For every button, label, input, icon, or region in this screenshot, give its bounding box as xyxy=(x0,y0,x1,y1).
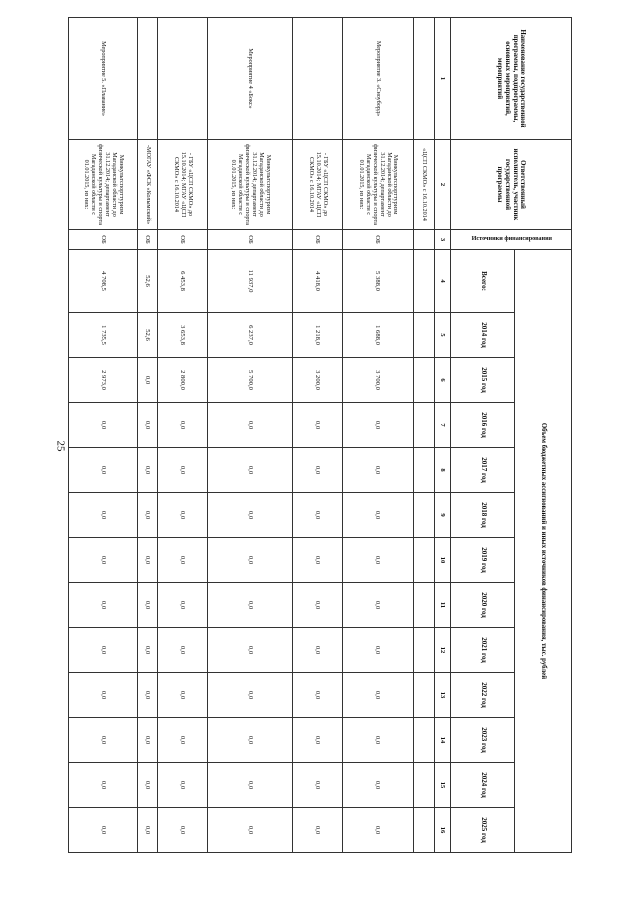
column-number: 13 xyxy=(435,673,451,718)
row-year-value-cell: 0,0 xyxy=(158,403,208,448)
row-year-value-cell xyxy=(413,628,434,673)
page-number-text: 25 xyxy=(54,440,66,452)
source-column-header-text: Источники финансирования xyxy=(472,235,553,243)
source-column-header xyxy=(451,230,572,250)
row-year-value-cell: 2 800,0 xyxy=(158,358,208,403)
row-year-value-cell: 0,0 xyxy=(292,448,342,493)
row-year-value-cell: 0,0 xyxy=(342,673,413,718)
row-year-value-cell: 0,0 xyxy=(69,538,138,583)
table-row xyxy=(413,18,434,853)
row-name-cell xyxy=(158,18,208,140)
row-year-value-cell: 0,0 xyxy=(292,763,342,808)
row-executor-cell: Минкультспорттуризм Магаданской области до 31.12.2014; департамент физической культуры и спорта Магаданской области с 01.01.2015, из них: xyxy=(69,140,138,230)
row-source-cell: ОБ xyxy=(137,230,157,250)
row-year-value-cell: 1 688,0 xyxy=(342,313,413,358)
row-year-value-cell: 0,0 xyxy=(342,718,413,763)
row-year-value-cell: 0,0 xyxy=(69,718,138,763)
row-year-value-cell: 0,0 xyxy=(342,493,413,538)
row-year-value-cell: 0,0 xyxy=(208,673,293,718)
row-year-value-cell: 0,0 xyxy=(158,718,208,763)
column-number: 14 xyxy=(435,718,451,763)
column-number: 16 xyxy=(435,808,451,853)
row-year-value-cell xyxy=(413,718,434,763)
year-header: 2022 год xyxy=(451,673,515,718)
row-name-cell xyxy=(292,18,342,140)
row-year-value-cell: 0,0 xyxy=(208,718,293,763)
page-number xyxy=(50,436,70,456)
year-header: 2014 год xyxy=(451,313,515,358)
column-number: 3 xyxy=(435,230,451,250)
row-year-value-cell: 0,0 xyxy=(208,493,293,538)
row-name-cell xyxy=(137,18,157,140)
row-year-value-cell: 0,0 xyxy=(342,808,413,853)
row-name-cell: Мероприятие 3. «Сноуборд» xyxy=(342,18,413,140)
funding-title: Объем бюджетных ассигнований и иных источников финансирования, тыс. рублей xyxy=(515,250,572,853)
row-total-cell: 52,6 xyxy=(137,250,157,313)
row-year-value-cell: 0,0 xyxy=(69,628,138,673)
row-source-cell: ОБ xyxy=(342,230,413,250)
row-year-value-cell xyxy=(413,583,434,628)
row-year-value-cell xyxy=(413,808,434,853)
row-executor-cell: «ЦСП СКМО» с 16.10.2014 xyxy=(413,140,434,230)
row-year-value-cell: 0,0 xyxy=(342,448,413,493)
row-year-value-cell: 52,6 xyxy=(137,313,157,358)
header-row-top xyxy=(515,18,572,853)
row-year-value-cell: 0,0 xyxy=(69,808,138,853)
row-year-value-cell: 0,0 xyxy=(292,403,342,448)
row-year-value-cell: 5 700,0 xyxy=(208,358,293,403)
row-year-value-cell: 3 653,8 xyxy=(158,313,208,358)
row-year-value-cell: 0,0 xyxy=(158,763,208,808)
column-number: 1 xyxy=(435,18,451,140)
column-number: 11 xyxy=(435,583,451,628)
row-year-value-cell: 0,0 xyxy=(292,808,342,853)
row-year-value-cell: 0,0 xyxy=(158,673,208,718)
row-year-value-cell xyxy=(413,673,434,718)
row-year-value-cell: 0,0 xyxy=(208,628,293,673)
row-year-value-cell: 0,0 xyxy=(137,628,157,673)
year-header: 2018 год xyxy=(451,493,515,538)
column-number: 15 xyxy=(435,763,451,808)
row-executor-cell: Минкультспорттуризм Магаданской области до 31.12.2014; департамент физической культуры и спорта Магаданской области с 01.01.2015, из них: xyxy=(342,140,413,230)
row-year-value-cell: 0,0 xyxy=(158,538,208,583)
row-year-value-cell: 0,0 xyxy=(292,493,342,538)
row-year-value-cell: 0,0 xyxy=(158,808,208,853)
name-column-header: Наименование государственной программы, подпрограммы, основных мероприятий, мероприятий xyxy=(451,18,572,140)
row-year-value-cell: 0,0 xyxy=(292,583,342,628)
row-executor-cell: Минкультспорттуризм Магаданской области до 31.12.2014; департамент физической культуры и спорта Магаданской области с 01.01.2015, из них: xyxy=(208,140,293,230)
column-number: 7 xyxy=(435,403,451,448)
row-total-cell: 6 453,8 xyxy=(158,250,208,313)
column-number: 10 xyxy=(435,538,451,583)
table-row xyxy=(69,18,138,853)
row-year-value-cell: 0,0 xyxy=(292,538,342,583)
row-year-value-cell: 0,0 xyxy=(137,403,157,448)
row-year-value-cell: 0,0 xyxy=(292,628,342,673)
column-number: 2 xyxy=(435,140,451,230)
table-row xyxy=(292,18,342,853)
column-number: 12 xyxy=(435,628,451,673)
row-year-value-cell: 0,0 xyxy=(158,493,208,538)
year-header: 2024 год xyxy=(451,763,515,808)
row-year-value-cell: 0,0 xyxy=(158,628,208,673)
column-number: 4 xyxy=(435,250,451,313)
row-year-value-cell: 0,0 xyxy=(137,448,157,493)
funding-table xyxy=(68,17,572,853)
row-year-value-cell: 0,0 xyxy=(342,628,413,673)
row-year-value-cell: 0,0 xyxy=(208,583,293,628)
row-source-cell: ОБ xyxy=(158,230,208,250)
table-row xyxy=(342,18,413,853)
row-year-value-cell: 2 973,0 xyxy=(69,358,138,403)
row-year-value-cell: 0,0 xyxy=(137,358,157,403)
row-year-value-cell: 0,0 xyxy=(292,673,342,718)
row-year-value-cell xyxy=(413,538,434,583)
year-header: 2021 год xyxy=(451,628,515,673)
row-year-value-cell: 0,0 xyxy=(158,583,208,628)
row-source-cell: ОБ xyxy=(69,230,138,250)
year-header: 2025 год xyxy=(451,808,515,853)
row-year-value-cell xyxy=(413,493,434,538)
row-year-value-cell: 0,0 xyxy=(69,673,138,718)
row-executor-cell: -МОГАУ «ФСК «Колымский» xyxy=(137,140,157,230)
row-year-value-cell: 0,0 xyxy=(69,403,138,448)
year-header: 2023 год xyxy=(451,718,515,763)
row-year-value-cell: 0,0 xyxy=(137,583,157,628)
row-total-cell xyxy=(413,250,434,313)
row-source-cell xyxy=(413,230,434,250)
row-executor-cell: - ГБУ «ЦСП СКМО» до 15.10.2014; МГАУ «ЦСП СКМО» с 16.10.2014 xyxy=(292,140,342,230)
row-year-value-cell: 0,0 xyxy=(137,718,157,763)
total-column-header: Всего: xyxy=(451,250,515,313)
row-year-value-cell xyxy=(413,313,434,358)
row-executor-cell: - ГБУ «ЦСП СКМО» до 15.10.2014; МГАУ «ЦСП СКМО» с 16.10.2014 xyxy=(158,140,208,230)
row-year-value-cell: 0,0 xyxy=(69,448,138,493)
row-year-value-cell: 0,0 xyxy=(342,403,413,448)
row-year-value-cell xyxy=(413,763,434,808)
row-name-cell xyxy=(413,18,434,140)
rotated-table-container xyxy=(68,17,572,852)
column-number: 9 xyxy=(435,493,451,538)
table-body xyxy=(69,18,435,853)
row-year-value-cell: 0,0 xyxy=(69,583,138,628)
row-year-value-cell: 0,0 xyxy=(342,763,413,808)
row-year-value-cell: 0,0 xyxy=(137,538,157,583)
row-year-value-cell: 3 700,0 xyxy=(342,358,413,403)
column-number-row xyxy=(435,18,451,853)
row-year-value-cell: 0,0 xyxy=(69,763,138,808)
row-year-value-cell: 0,0 xyxy=(69,493,138,538)
column-number: 6 xyxy=(435,358,451,403)
row-year-value-cell: 0,0 xyxy=(342,538,413,583)
row-year-value-cell: 3 200,0 xyxy=(292,358,342,403)
row-year-value-cell: 0,0 xyxy=(208,538,293,583)
row-total-cell: 11 937,0 xyxy=(208,250,293,313)
row-year-value-cell: 0,0 xyxy=(208,808,293,853)
row-year-value-cell: 0,0 xyxy=(137,673,157,718)
row-year-value-cell: 0,0 xyxy=(137,808,157,853)
table-row xyxy=(158,18,208,853)
row-source-cell: ОБ xyxy=(208,230,293,250)
row-total-cell: 4 418,0 xyxy=(292,250,342,313)
row-total-cell: 4 708,5 xyxy=(69,250,138,313)
row-year-value-cell: 0,0 xyxy=(208,448,293,493)
row-year-value-cell: 0,0 xyxy=(137,763,157,808)
table-row xyxy=(208,18,293,853)
row-source-cell: ОБ xyxy=(292,230,342,250)
year-header: 2016 год xyxy=(451,403,515,448)
year-header: 2017 год xyxy=(451,448,515,493)
row-name-cell: Мероприятие 4 «Бокс» xyxy=(208,18,293,140)
year-header: 2020 год xyxy=(451,583,515,628)
row-year-value-cell: 0,0 xyxy=(158,448,208,493)
row-year-value-cell: 1 218,0 xyxy=(292,313,342,358)
row-total-cell: 5 388,0 xyxy=(342,250,413,313)
row-year-value-cell xyxy=(413,358,434,403)
row-year-value-cell: 0,0 xyxy=(208,403,293,448)
executor-column-header: Ответственный исполнитель, участник государственной программы xyxy=(451,140,572,230)
year-header: 2019 год xyxy=(451,538,515,583)
year-header: 2015 год xyxy=(451,358,515,403)
row-year-value-cell: 0,0 xyxy=(137,493,157,538)
row-year-value-cell: 0,0 xyxy=(342,583,413,628)
row-year-value-cell: 0,0 xyxy=(208,763,293,808)
column-number: 5 xyxy=(435,313,451,358)
row-year-value-cell xyxy=(413,403,434,448)
column-number: 8 xyxy=(435,448,451,493)
table-row xyxy=(137,18,157,853)
row-year-value-cell: 1 735,5 xyxy=(69,313,138,358)
row-year-value-cell: 0,0 xyxy=(292,718,342,763)
row-year-value-cell xyxy=(413,448,434,493)
row-year-value-cell: 6 237,0 xyxy=(208,313,293,358)
row-name-cell: Мероприятие 5. «Плавание» xyxy=(69,18,138,140)
